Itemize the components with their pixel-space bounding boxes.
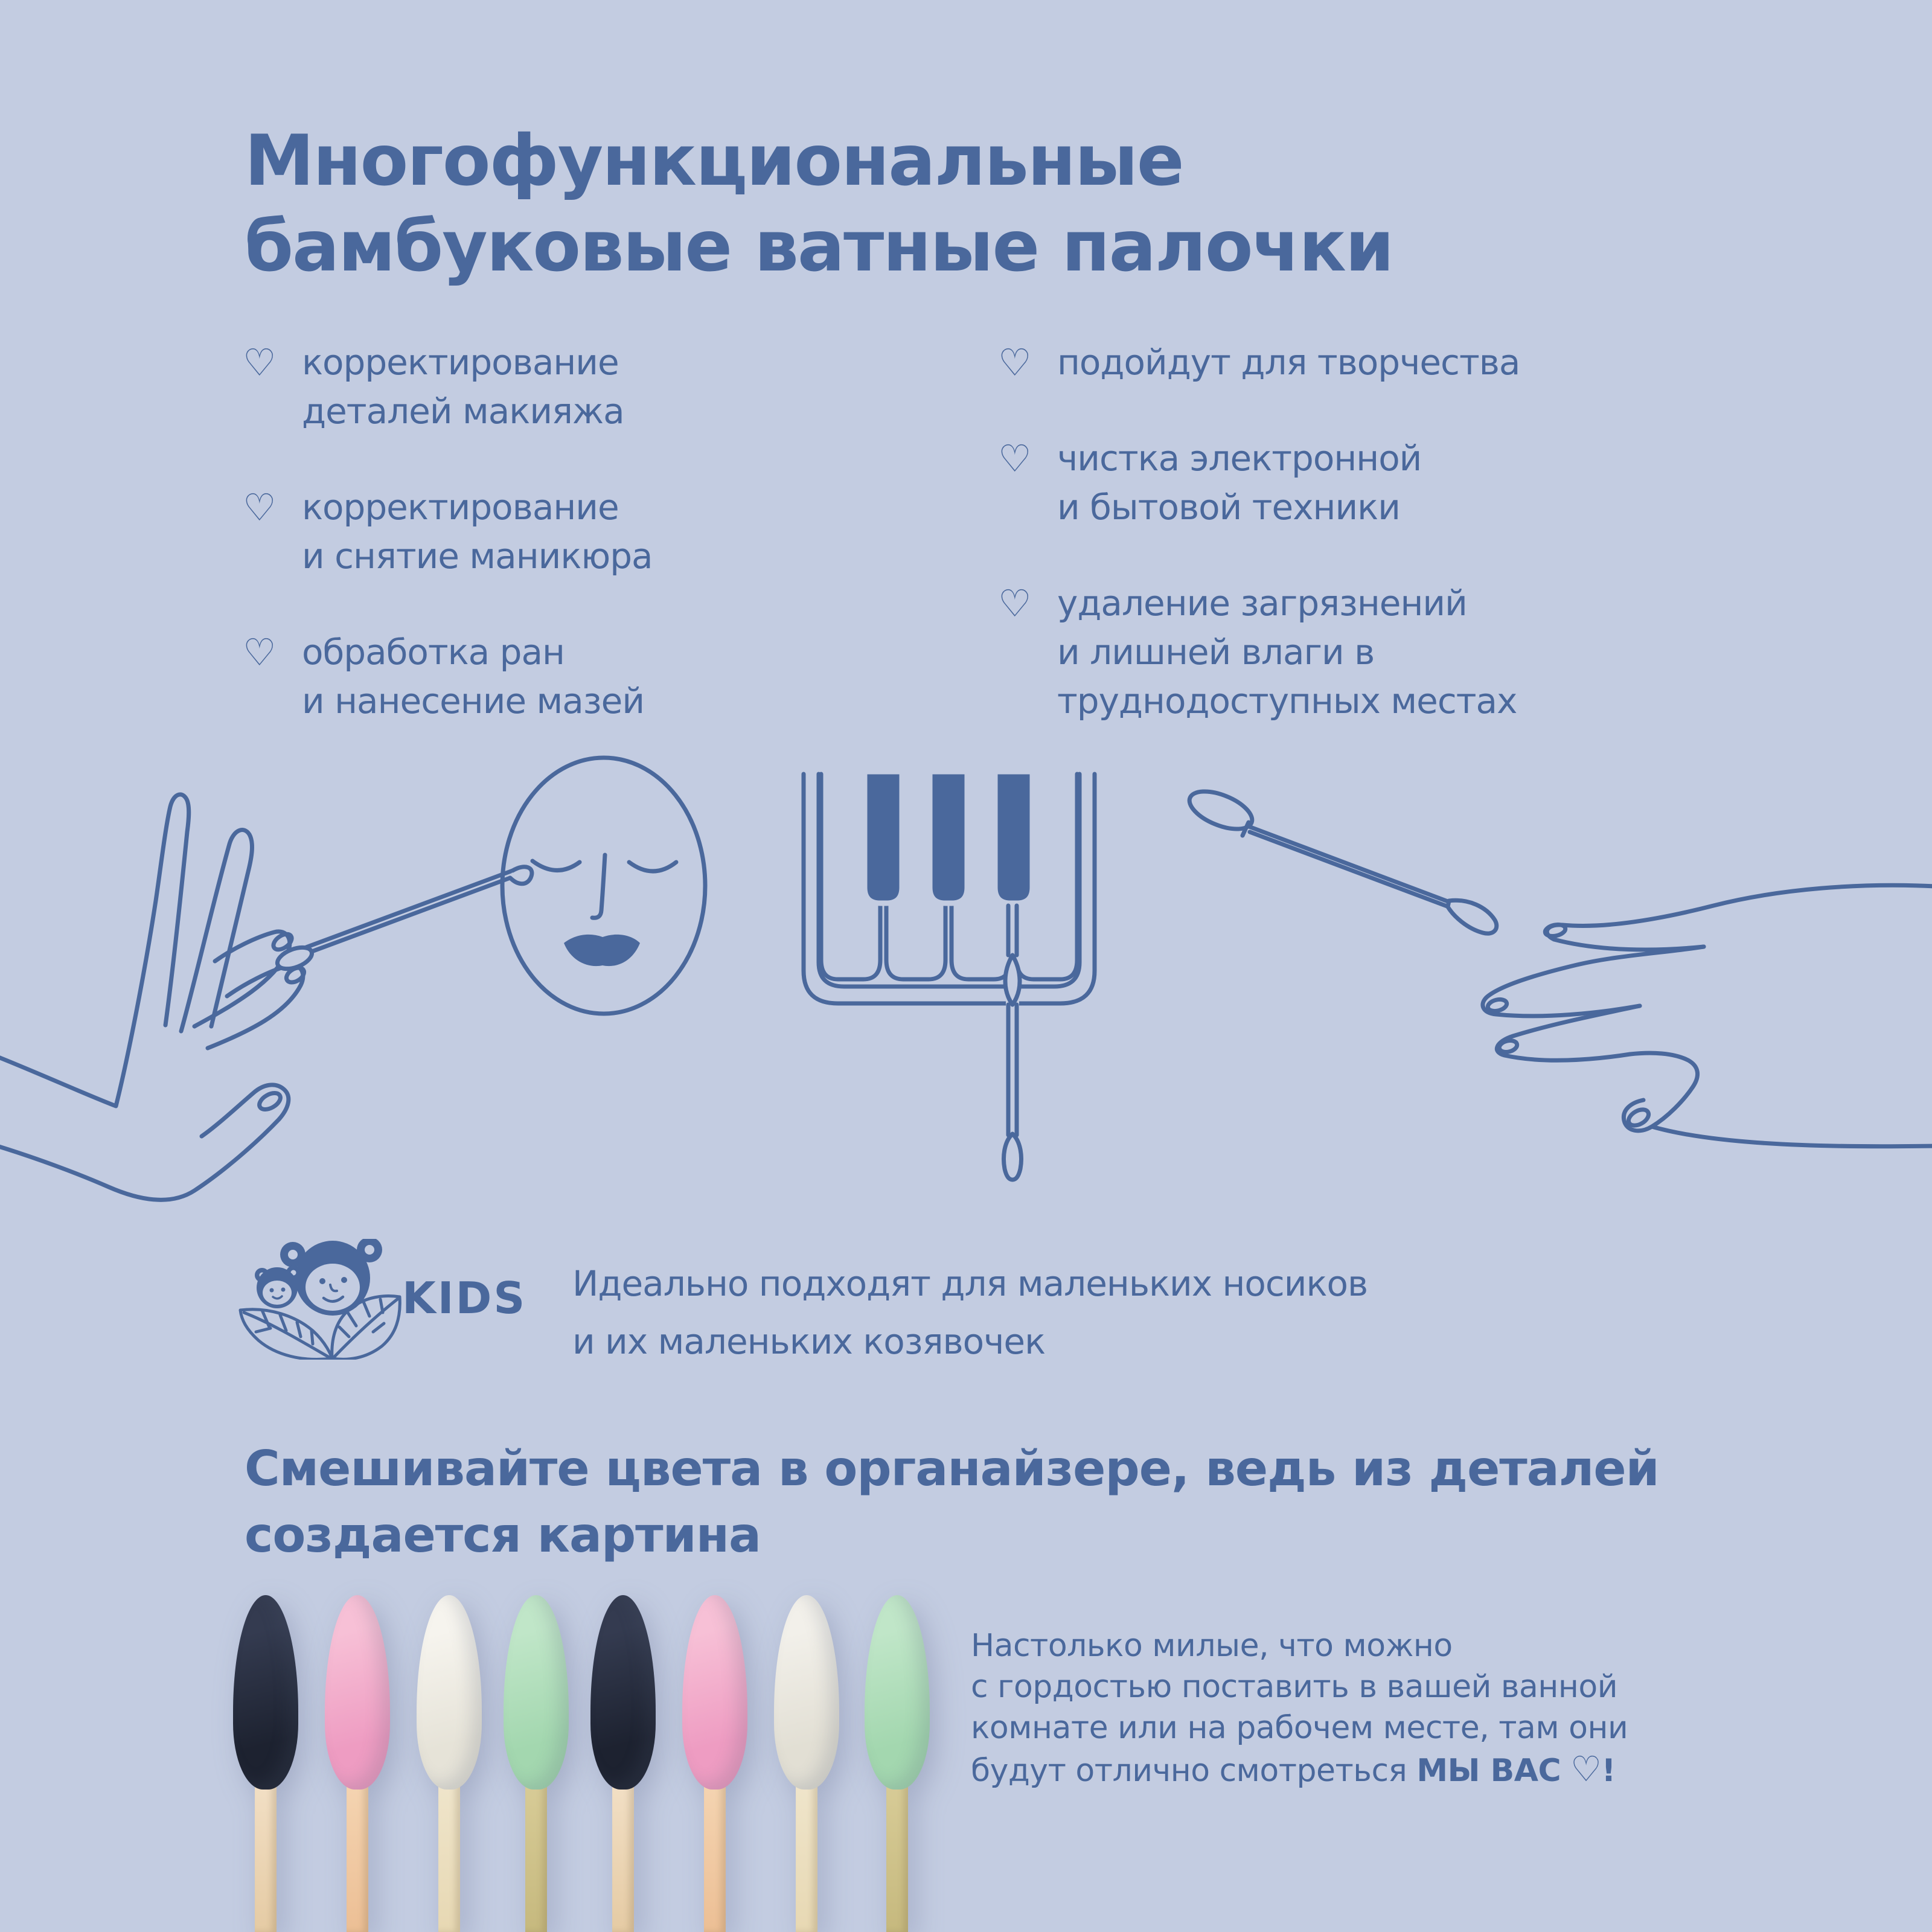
note-line: с гордостью поставить в вашей ванной: [971, 1669, 1618, 1705]
benefit-item-wounds: [243, 628, 997, 726]
swab: [865, 1595, 930, 1932]
heart-icon: ♡: [243, 630, 277, 674]
swab-stick: [347, 1770, 368, 1932]
benefit-text: корректирование деталей макияжа: [302, 342, 624, 432]
kids-caption: Идеально подходят для маленьких носиков и их маленьких козявочек: [572, 1263, 1368, 1362]
we-love-you-text: МЫ ВАС: [1416, 1753, 1561, 1789]
benefit-text: удаление загрязнений и лишней влаги в труднодоступных местах: [1057, 583, 1517, 721]
black-key: [930, 772, 967, 903]
closed-eye-left: [533, 861, 580, 871]
swab-stick: [255, 1770, 277, 1932]
title-line-2: бамбуковые ватные палочки: [245, 206, 1393, 287]
swab-tip: [682, 1595, 747, 1790]
monkey-icon-small: [255, 1265, 301, 1308]
swab: [417, 1595, 482, 1932]
benefit-item-manicure: [243, 483, 997, 581]
benefit-text: чистка электронной и бытовой техники: [1057, 438, 1422, 528]
swab-stick: [438, 1770, 460, 1932]
heart-icon: ♡: [998, 581, 1032, 625]
heart-icon: ♡: [998, 437, 1032, 481]
nose-line: [592, 855, 605, 918]
swab: [233, 1595, 298, 1932]
heart-icon: ♡: [243, 341, 277, 385]
swab-tip: [417, 1595, 482, 1790]
benefit-list-left: [243, 338, 997, 773]
kids-label: KIDS: [402, 1273, 527, 1323]
page-title: [245, 118, 1393, 290]
heart-icon: ♡: [998, 341, 1032, 385]
swab-stick: [886, 1770, 908, 1932]
swab-stick: [704, 1770, 726, 1932]
note-paragraph: [971, 1625, 1628, 1791]
mix-heading: Смешивайте цвета в органайзере, ведь из деталей создается картина: [245, 1441, 1659, 1563]
swab: [682, 1595, 747, 1932]
benefit-item-creativity: [998, 338, 1904, 387]
swab-makeup-illustration: [275, 867, 532, 973]
piano-illustration: [804, 772, 1095, 1180]
swab-stick: [612, 1770, 634, 1932]
benefit-item-makeup: [243, 338, 997, 436]
swab-tip: [865, 1595, 930, 1790]
closed-eye-right: [629, 862, 676, 871]
benefit-text: подойдут для творчества: [1057, 342, 1520, 383]
swab-tip: [504, 1595, 569, 1790]
note-line: комнате или на рабочем месте, там они: [971, 1710, 1628, 1746]
usage-illustrations: [0, 743, 1932, 1226]
note-line: Настолько милые, что можно: [971, 1628, 1453, 1664]
benefit-list-right: [998, 338, 1904, 773]
face-illustration: [502, 758, 705, 1014]
swab-tip: [774, 1595, 839, 1790]
swab-stick: [796, 1770, 817, 1932]
black-key: [995, 772, 1032, 903]
swab-tip: [325, 1595, 390, 1790]
benefit-text: корректирование и снятие маникюра: [302, 487, 653, 577]
swab: [590, 1595, 656, 1932]
swab: [774, 1595, 839, 1932]
note-line: будут отлично смотреться МЫ ВАС ♡!: [971, 1748, 1616, 1790]
benefit-item-cleaning: [998, 579, 1904, 726]
swab-stick: [525, 1770, 547, 1932]
swab-tip: [233, 1595, 298, 1790]
swab-tip: [590, 1595, 656, 1790]
hand-manicure-illustration: [1483, 885, 1932, 1146]
heart-icon: ♡: [1570, 1748, 1602, 1790]
black-key: [865, 772, 902, 903]
title-line-1: Многофункциональные: [245, 120, 1183, 202]
swab: [325, 1595, 390, 1932]
lips: [564, 935, 640, 966]
heart-icon: ♡: [243, 485, 277, 529]
swab: [504, 1595, 569, 1932]
swab-manicure-illustration: [1185, 784, 1497, 933]
hand-makeup-illustration: [0, 795, 307, 1200]
swab-piano-illustration: [1004, 904, 1022, 1180]
kids-monkeys-logo: [235, 1239, 405, 1360]
benefit-text: обработка ран и нанесение мазей: [302, 632, 645, 721]
benefit-item-electronics: [998, 434, 1904, 532]
